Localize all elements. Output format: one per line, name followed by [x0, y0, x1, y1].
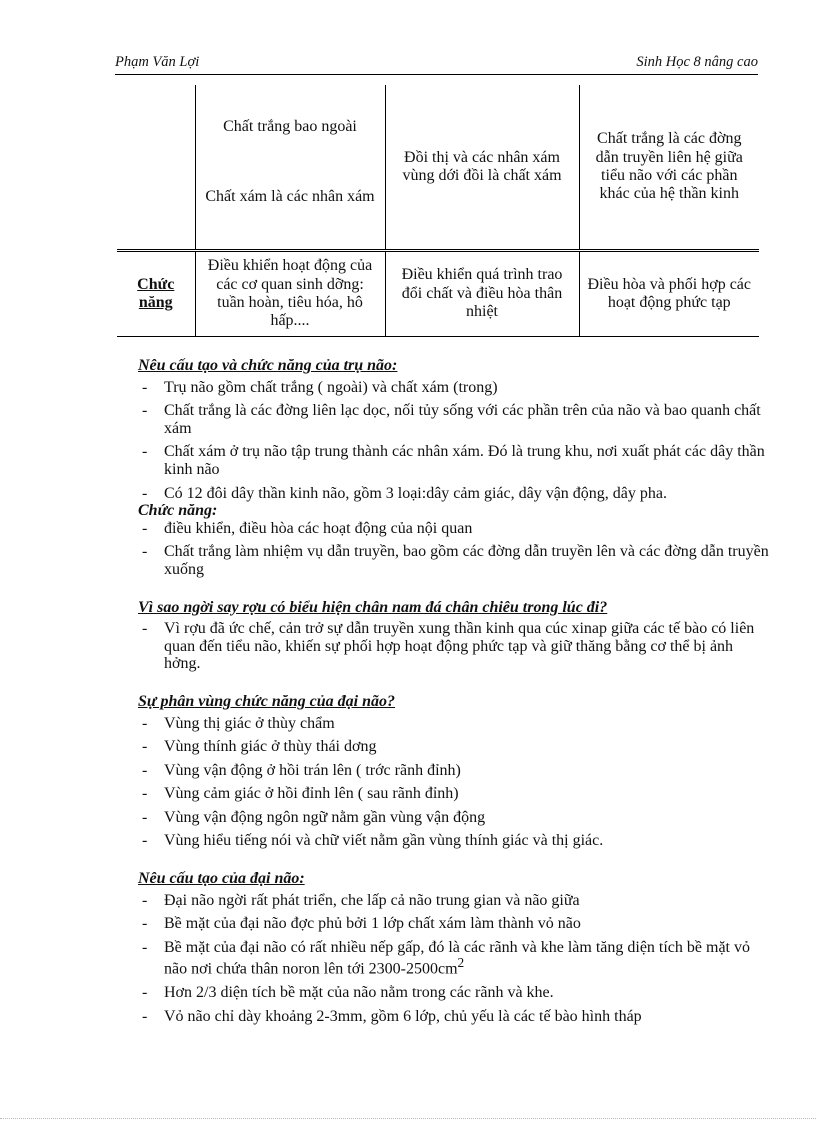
- cell-text-bottom: Chất xám là các nhân xám: [205, 188, 375, 205]
- list-item-text: Bề mặt của đại não có rất nhiều nếp gấp, đó là các rãnh và khe làm tăng diện tích bề mặt vỏ não nơi chứa thân noron lên tới 2300-2500cm: [164, 938, 750, 978]
- section-heading: Nêu cấu tạo của đại não:: [138, 870, 305, 888]
- list-item: - Chất xám ở trụ não tập trung thành các nhân xám. Đó là trung khu, nơi xuất phát các dây thần kinh não: [138, 443, 770, 478]
- list-item: - Hơn 2/3 diện tích bề mặt của não nằm trong các rãnh và khe.: [138, 984, 770, 1002]
- section-heading: Vì sao ngời say rợu có biểu hiện chân nam đá chân chiêu trong lúc đi?: [138, 598, 608, 616]
- list-item: - Vùng thị giác ở thùy chẩm: [138, 715, 770, 733]
- document-body: [138, 357, 770, 1032]
- list-item: - Vỏ não chỉ dày khoảng 2-3mm, gồm 6 lớp, chủ yếu là các tế bào hình tháp: [138, 1008, 770, 1026]
- list-item: - Có 12 đôi dây thần kinh não, gồm 3 loại:dây cảm giác, dây vận động, dây pha.: [138, 485, 770, 503]
- bullet-list: [138, 379, 770, 503]
- list-item: - Chất trắng là các đờng liên lạc dọc, nối tủy sống với các phần trên của não và bao quanh chất xám: [138, 402, 770, 437]
- footer-divider: [0, 1118, 816, 1119]
- list-item: - Vì rợu đã ức chế, cản trở sự dẫn truyền xung thần kinh qua cúc xinap giữa các tế bào có liên quan đến tiểu não, khiến sự phối hợp hoạt động phức tạp và giữ thăng bằng cơ thể bị ảnh hởng.: [138, 620, 770, 673]
- sub-heading: Chức năng:: [138, 502, 218, 520]
- list-item: [138, 939, 770, 979]
- bullet-list: [138, 520, 770, 579]
- comparison-table: [117, 85, 759, 337]
- list-item: - Vùng cảm giác ở hồi đỉnh lên ( sau rãnh đỉnh): [138, 785, 770, 803]
- cell-text-top: Chất trắng bao ngoài: [223, 117, 357, 135]
- bullet-list: [138, 715, 770, 851]
- table-cell: Điều khiển hoạt động của các cơ quan sinh dỡng: tuần hoàn, tiêu hóa, hô hấp....: [195, 251, 385, 337]
- list-item: - Bề mặt của đại não đợc phủ bởi 1 lớp chất xám làm thành vỏ não: [138, 915, 770, 933]
- table-cell: Điều hòa và phối hợp các hoạt động phức tạp: [579, 251, 759, 337]
- row-label: Chức năng: [117, 251, 195, 337]
- row-label: [117, 85, 195, 251]
- superscript: 2: [457, 955, 465, 971]
- table-row: [117, 251, 759, 337]
- table-cell: Đồi thị và các nhân xám vùng dới đồi là chất xám: [385, 85, 579, 251]
- header-author: Phạm Văn Lợi: [115, 54, 200, 70]
- list-item: - Vùng vận động ngôn ngữ nằm gần vùng vận động: [138, 809, 770, 827]
- table-row: [117, 85, 759, 251]
- bullet-list: [138, 620, 770, 673]
- list-item: - Chất trắng làm nhiệm vụ dẫn truyền, bao gồm các đờng dẫn truyền lên và các đờng dẫn truyền xuống: [138, 543, 770, 578]
- bullet-list: [138, 892, 770, 1026]
- list-item: - Trụ não gồm chất trắng ( ngoài) và chất xám (trong): [138, 379, 770, 397]
- table-cell: Điều khiển quá trình trao đổi chất và điều hòa thân nhiệt: [385, 251, 579, 337]
- list-item: - Đại não ngời rất phát triển, che lấp cả não trung gian và não giữa: [138, 892, 770, 910]
- section-heading: Nêu cấu tạo và chức năng của trụ não:: [138, 357, 398, 374]
- list-item: - Vùng hiểu tiếng nói và chữ viết nằm gần vùng thính giác và thị giác.: [138, 832, 770, 850]
- list-item: - Vùng thính giác ở thùy thái dơng: [138, 738, 770, 756]
- list-item: - điều khiển, điều hòa các hoạt động của nội quan: [138, 520, 770, 538]
- page-header: [115, 54, 758, 75]
- section-heading: Sự phân vùng chức năng của đại não?: [138, 692, 396, 710]
- table-cell: Chất trắng là các đờng dẫn truyền liên hệ giữa tiểu não với các phần khác của hệ thần kinh: [579, 85, 759, 251]
- table-cell: [195, 85, 385, 251]
- header-title: Sinh Học 8 nâng cao: [636, 54, 758, 70]
- list-item: - Vùng vận động ở hồi trán lên ( trớc rãnh đỉnh): [138, 762, 770, 780]
